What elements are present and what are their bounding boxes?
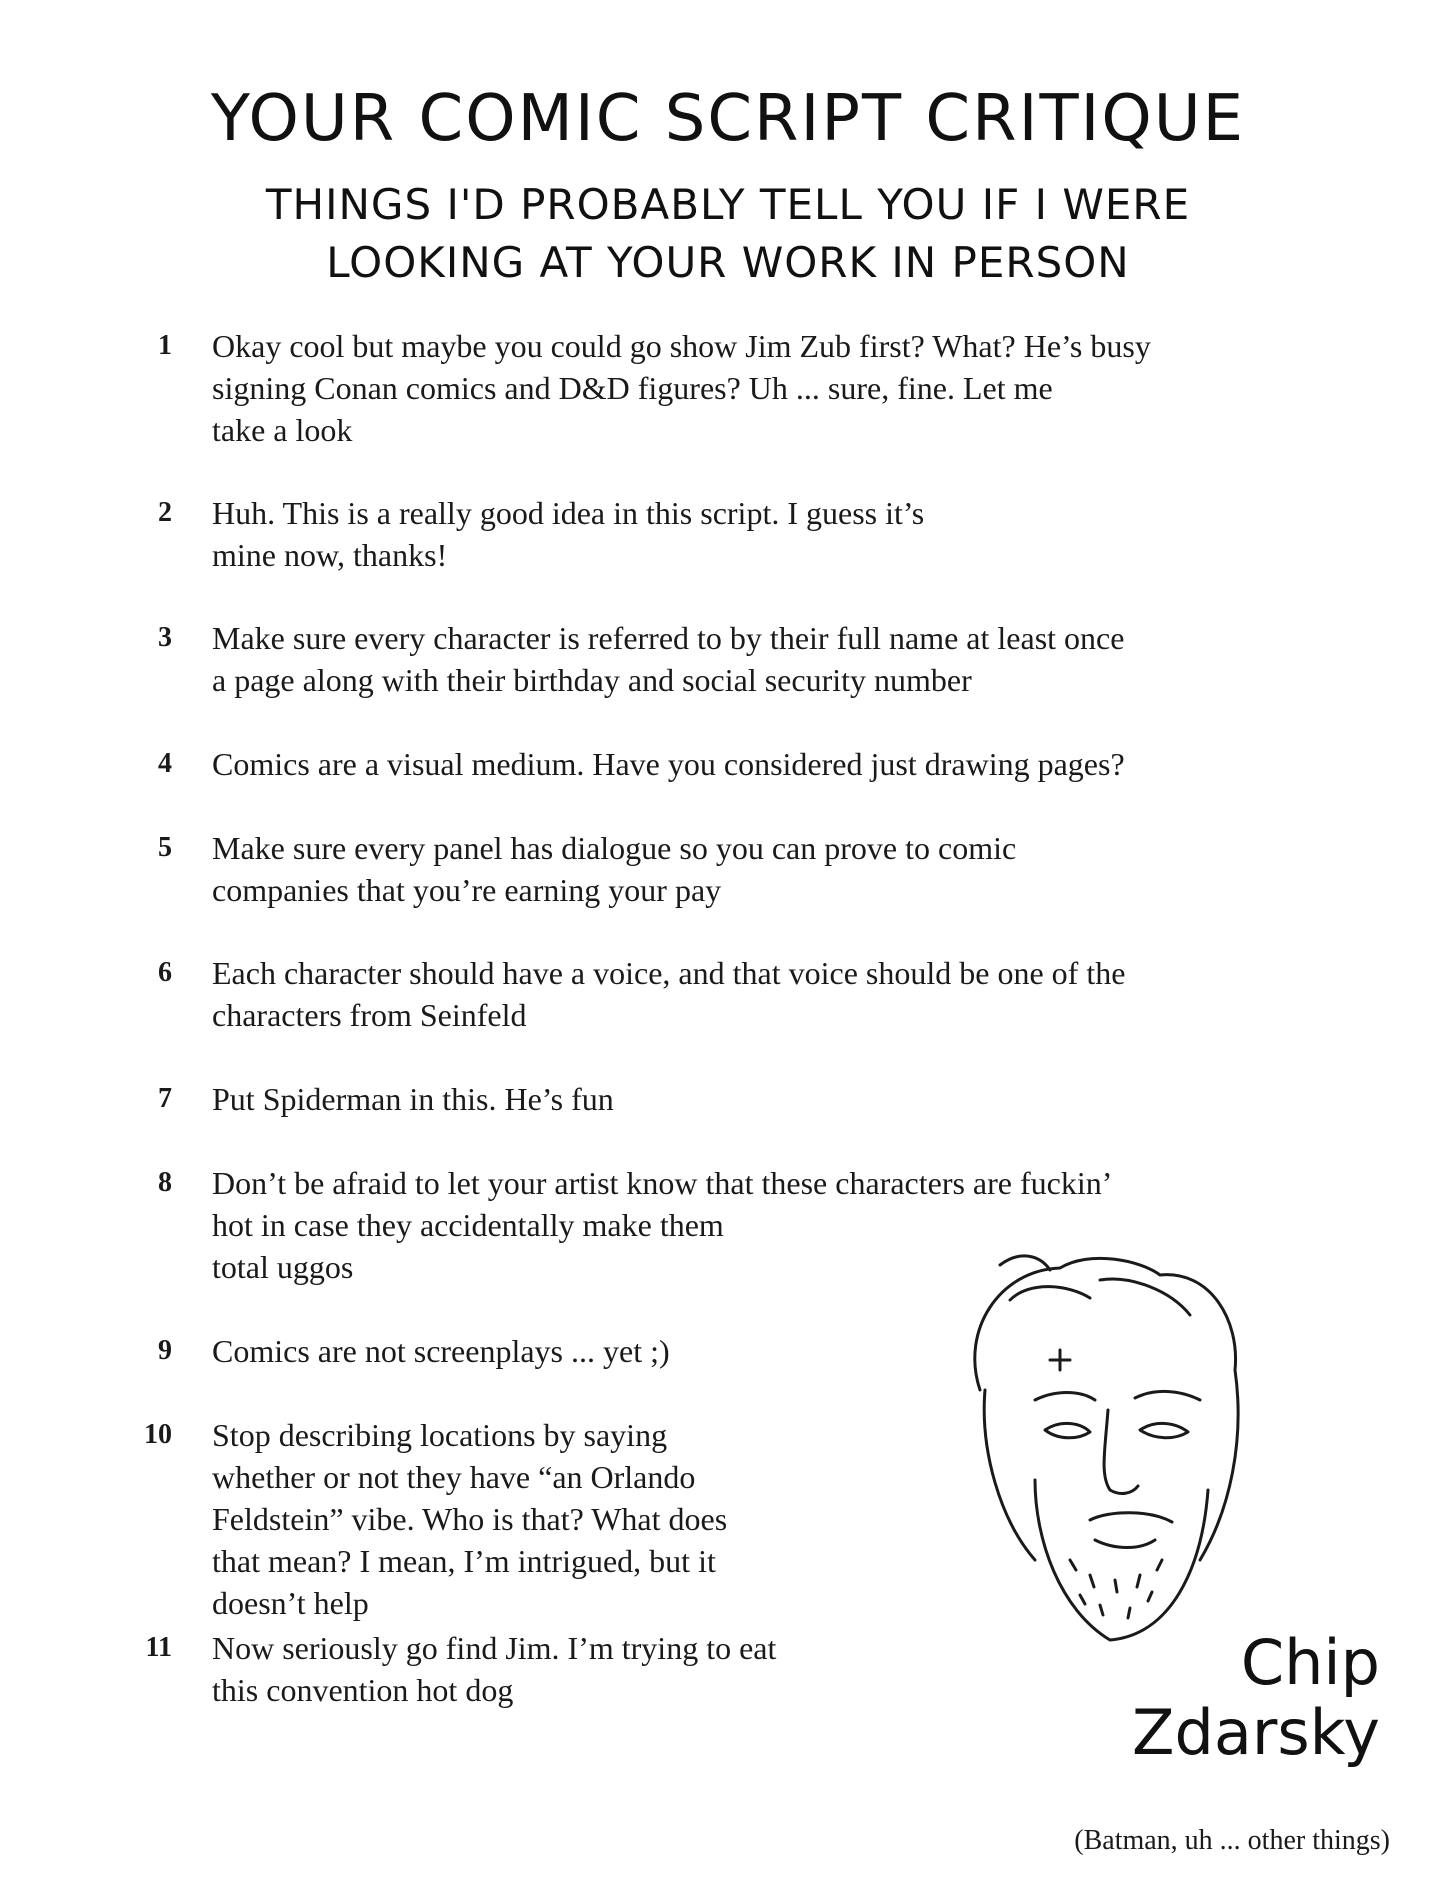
beard-texture	[1070, 1560, 1162, 1618]
face-left-edge	[984, 1390, 1035, 1560]
item-number: 1	[158, 330, 172, 361]
item-line: Comics are not screenplays ... yet ;)	[212, 1333, 670, 1369]
hair-strands	[1000, 1256, 1190, 1315]
right-eye	[1140, 1423, 1188, 1437]
item-line: characters from Seinfeld	[212, 997, 527, 1033]
item-line: Feldstein” vibe. Who is that? What does	[212, 1501, 728, 1537]
item-line: mine now, thanks!	[212, 537, 448, 573]
mouth	[1095, 1540, 1155, 1548]
beard-outline	[1035, 1480, 1208, 1640]
right-eyebrow	[1135, 1391, 1200, 1400]
forehead-mark	[1050, 1350, 1070, 1370]
item-line: a page along with their birthday and social security number	[212, 662, 972, 698]
item-line: Put Spiderman in this. He’s fun	[212, 1081, 614, 1117]
item-text	[212, 325, 1342, 451]
author-portrait	[940, 1240, 1280, 1670]
item-line: whether or not they have “an Orlando	[212, 1459, 696, 1495]
subtitle-line-2: LOOKING AT YOUR WORK IN PERSON	[326, 238, 1130, 287]
item-line: that mean? I mean, I’m intrigued, but it	[212, 1543, 716, 1579]
author-signature	[1040, 1628, 1380, 1768]
item-line: Don’t be afraid to let your artist know that these characters are fuckin’	[212, 1165, 1113, 1201]
item-line: total uggos	[212, 1249, 354, 1285]
author-credit: (Batman, uh ... other things)	[1074, 1825, 1390, 1856]
item-line: signing Conan comics and D&D figures? Uh ... sure, fine. Let me	[212, 370, 1053, 406]
item-line: hot in case they accidentally make them	[212, 1207, 724, 1243]
page-title: YOUR COMIC SCRIPT CRITIQUE	[210, 82, 1246, 156]
left-eyebrow	[1035, 1393, 1095, 1401]
mustache	[1090, 1513, 1172, 1522]
page-subtitle	[0, 176, 1456, 292]
item-number: 4	[158, 748, 172, 779]
item-line: doesn’t help	[212, 1585, 369, 1621]
item-text	[212, 952, 1342, 1036]
nose	[1104, 1410, 1138, 1493]
item-text	[212, 1078, 1342, 1120]
item-line: Now seriously go find Jim. I’m trying to eat	[212, 1630, 777, 1666]
item-text	[212, 827, 1342, 911]
author-first-name: Chip	[1240, 1626, 1380, 1699]
face-right-edge	[1200, 1370, 1238, 1560]
item-line: Each character should have a voice, and that voice should be one of the	[212, 955, 1126, 991]
item-line: Stop describing locations by saying	[212, 1417, 668, 1453]
item-number: 11	[145, 1632, 172, 1663]
item-number: 9	[158, 1335, 172, 1366]
item-number: 7	[158, 1083, 172, 1114]
left-eye	[1045, 1423, 1090, 1437]
item-number: 8	[158, 1167, 172, 1198]
subtitle-line-1: THINGS I'D PROBABLY TELL YOU IF I WERE	[265, 180, 1191, 229]
item-line: Make sure every panel has dialogue so you can prove to comic	[212, 830, 1017, 866]
item-line: Comics are a visual medium. Have you considered just drawing pages?	[212, 746, 1125, 782]
item-number: 5	[158, 832, 172, 863]
author-last-name: Zdarsky	[1132, 1696, 1380, 1769]
item-text	[212, 617, 1342, 701]
item-number: 6	[158, 957, 172, 988]
item-line: Okay cool but maybe you could go show Jim Zub first? What? He’s busy	[212, 328, 1151, 364]
item-text	[212, 492, 1342, 576]
item-number: 10	[144, 1419, 172, 1450]
item-number: 2	[158, 497, 172, 528]
item-line: Make sure every character is referred to by their full name at least once	[212, 620, 1125, 656]
item-line: take a look	[212, 412, 353, 448]
item-text	[212, 743, 1342, 785]
item-line: this convention hot dog	[212, 1672, 514, 1708]
item-line: Huh. This is a really good idea in this script. I guess it’s	[212, 495, 925, 531]
item-number: 3	[158, 622, 172, 653]
item-line: companies that you’re earning your pay	[212, 872, 722, 908]
